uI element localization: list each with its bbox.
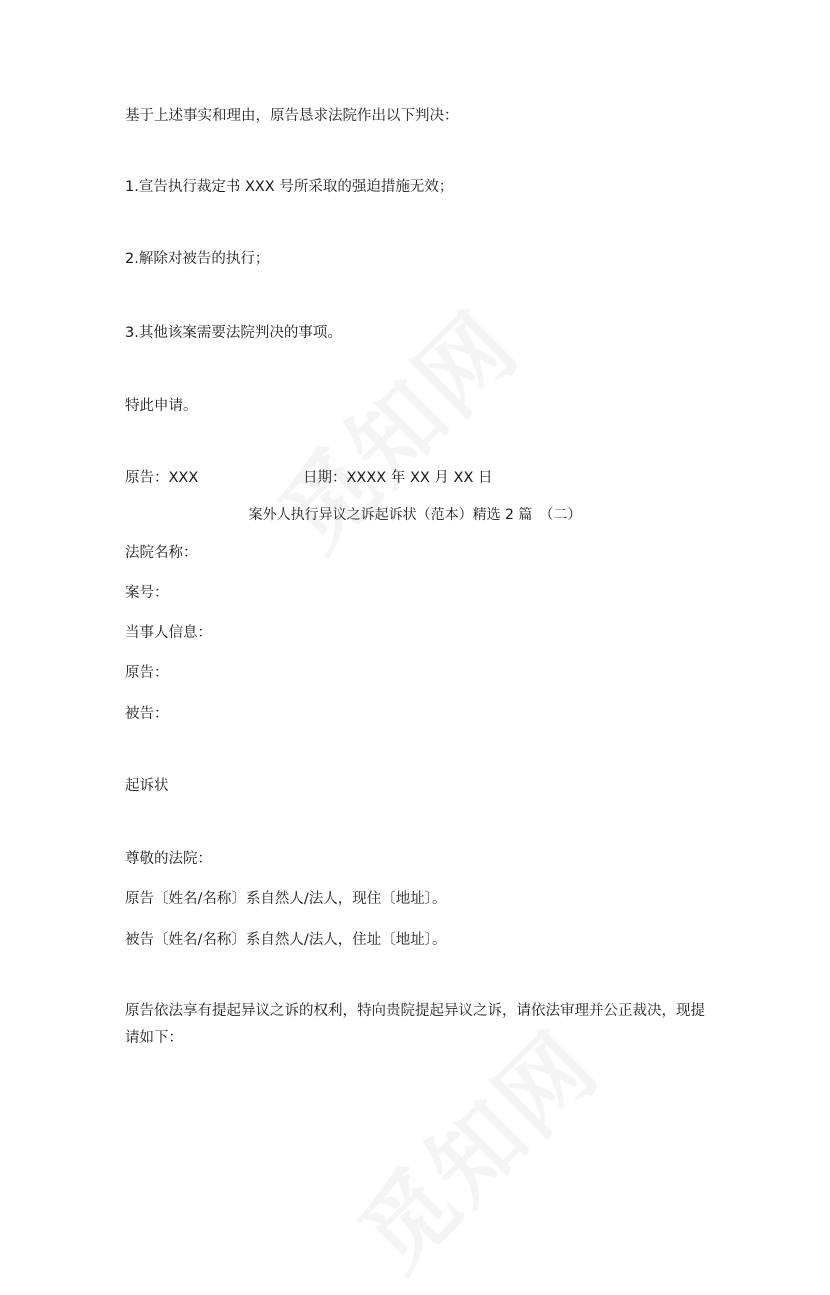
complaint-body-paragraph: 原告依法享有提起异议之诉的权利，特向贵院提起异议之诉，请依法审理并公正裁决，现提请如下： (125, 1003, 705, 1046)
request-item-2: 2.解除对被告的执行； (125, 251, 270, 267)
plaintiff-signature: 原告：XXX (125, 470, 199, 486)
court-name-field: 法院名称： (125, 545, 198, 561)
request-item-1: 1.宣告执行裁定书 XXX 号所采取的强迫措施无效； (125, 179, 454, 195)
plaintiff-field: 原告： (125, 665, 169, 681)
defendant-field: 被告： (125, 706, 169, 722)
plaintiff-detail: 原告〔姓名/名称〕系自然人/法人，现住〔地址〕。 (125, 891, 447, 907)
parties-info-field: 当事人信息： (125, 625, 212, 641)
judgment-request-intro: 基于上述事实和理由，原告恳求法院作出以下判决： (125, 108, 459, 124)
closing-statement: 特此申请。 (125, 398, 198, 414)
complaint-heading: 起诉状 (125, 778, 169, 794)
case-number-field: 案号： (125, 585, 169, 601)
salutation: 尊敬的法院： (125, 851, 212, 867)
document-title: 案外人执行异议之诉起诉状（范本）精选 2 篇 （二） (248, 507, 582, 523)
defendant-detail: 被告〔姓名/名称〕系自然人/法人，住址〔地址〕。 (125, 932, 447, 948)
date-signature: 日期：XXXX 年 XX 月 XX 日 (303, 470, 493, 486)
request-item-3: 3.其他该案需要法院判决的事项。 (125, 325, 342, 341)
